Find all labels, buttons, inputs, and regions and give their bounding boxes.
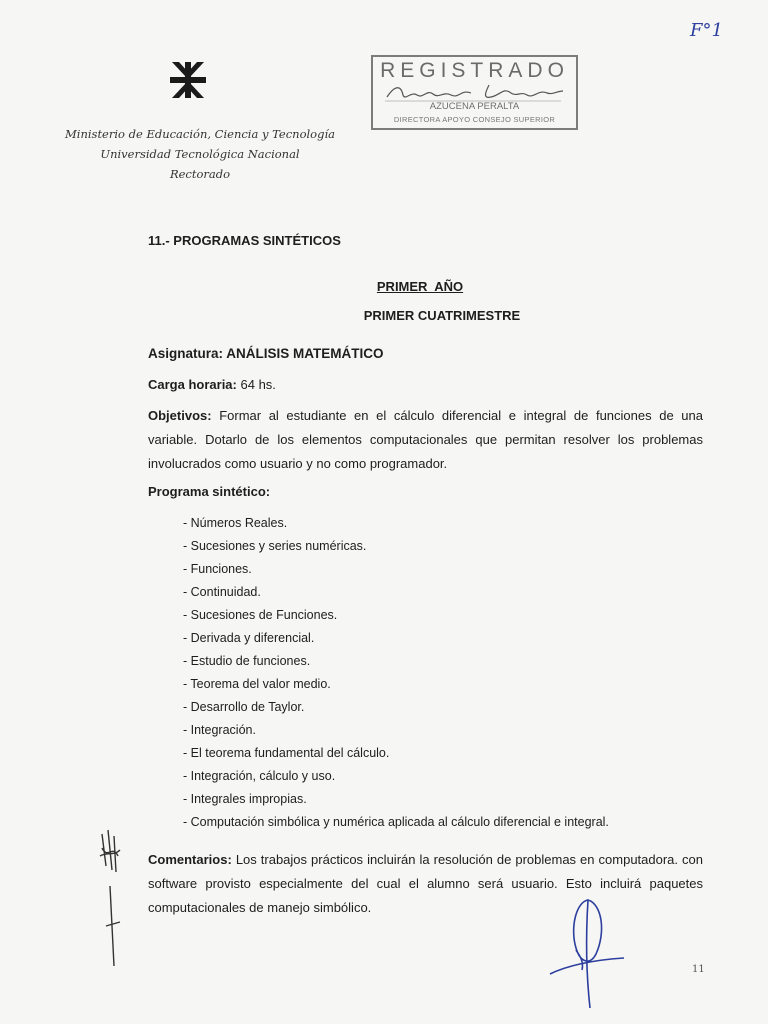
ministry-header: [40, 124, 360, 184]
university-line: Universidad Tecnológica Nacional: [100, 147, 300, 161]
program-list: [183, 512, 609, 834]
list-item: - Continuidad.: [183, 585, 261, 599]
list-item: - Sucesiones de Funciones.: [183, 608, 338, 622]
stamp-title: REGISTRADO: [380, 59, 569, 82]
list-item: - Números Reales.: [183, 516, 288, 530]
comments-text: Los trabajos prácticos incluirán la resolución de problemas en computadora. con software provisto especialmente del cual el alumno será usuario. Esto incluirá paquetes computacionales de manejo simbólico.: [148, 852, 703, 915]
list-item: - Sucesiones y series numéricas.: [183, 539, 367, 553]
list-item: - Derivada y diferencial.: [183, 631, 315, 645]
stamp-name: AZUCENA PERALTA: [429, 101, 520, 112]
rectorate-line: Rectorado: [169, 167, 231, 181]
subject-value: ANÁLISIS MATEMÁTICO: [226, 346, 384, 361]
ministry-line: Ministerio de Educación, Ciencia y Tecnología: [65, 127, 335, 141]
page-number: 11: [692, 964, 705, 975]
program-heading: Programa sintético:: [148, 484, 271, 499]
objectives-label: Objetivos:: [148, 408, 212, 423]
list-item: - Computación simbólica y numérica aplicada al cálculo diferencial e integral.: [183, 815, 609, 829]
signature: [536, 892, 636, 1012]
registration-stamp: [371, 55, 578, 130]
subject-label: Asignatura:: [148, 346, 224, 361]
hours-value: 64 hs.: [240, 377, 276, 392]
hours-label: Carga horaria:: [148, 377, 237, 392]
list-item: - Integrales impropias.: [183, 792, 307, 806]
stamp-role: DIRECTORA APOYO CONSEJO SUPERIOR: [393, 115, 556, 124]
subject-line: [148, 346, 384, 361]
list-item: - El teorema fundamental del cálculo.: [183, 746, 390, 760]
utn-logo: [166, 58, 210, 102]
comments-label: Comentarios:: [148, 852, 232, 867]
folio-number: F°1: [690, 20, 723, 41]
list-item: - Desarrollo de Taylor.: [183, 700, 305, 714]
section-title: 11.- PROGRAMAS SINTÉTICOS: [148, 233, 341, 248]
list-item: - Funciones.: [183, 562, 252, 576]
semester-heading: PRIMER CUATRIMESTRE: [363, 308, 521, 323]
margin-initials: [92, 826, 142, 976]
list-item: - Estudio de funciones.: [183, 654, 311, 668]
hours-line: [148, 377, 276, 392]
list-item: - Teorema del valor medio.: [183, 677, 331, 691]
list-item: - Integración, cálculo y uso.: [183, 769, 336, 783]
list-item: - Integración.: [183, 723, 256, 737]
year-heading: PRIMER AÑO: [376, 279, 464, 294]
objectives-paragraph: [148, 404, 703, 476]
objectives-text: Formar al estudiante en el cálculo diferencial e integral de funciones de una variable. Dotarlo de los elementos computacionales que permitan resolver los problemas involucrados como usuario y no como programador.: [148, 408, 703, 471]
